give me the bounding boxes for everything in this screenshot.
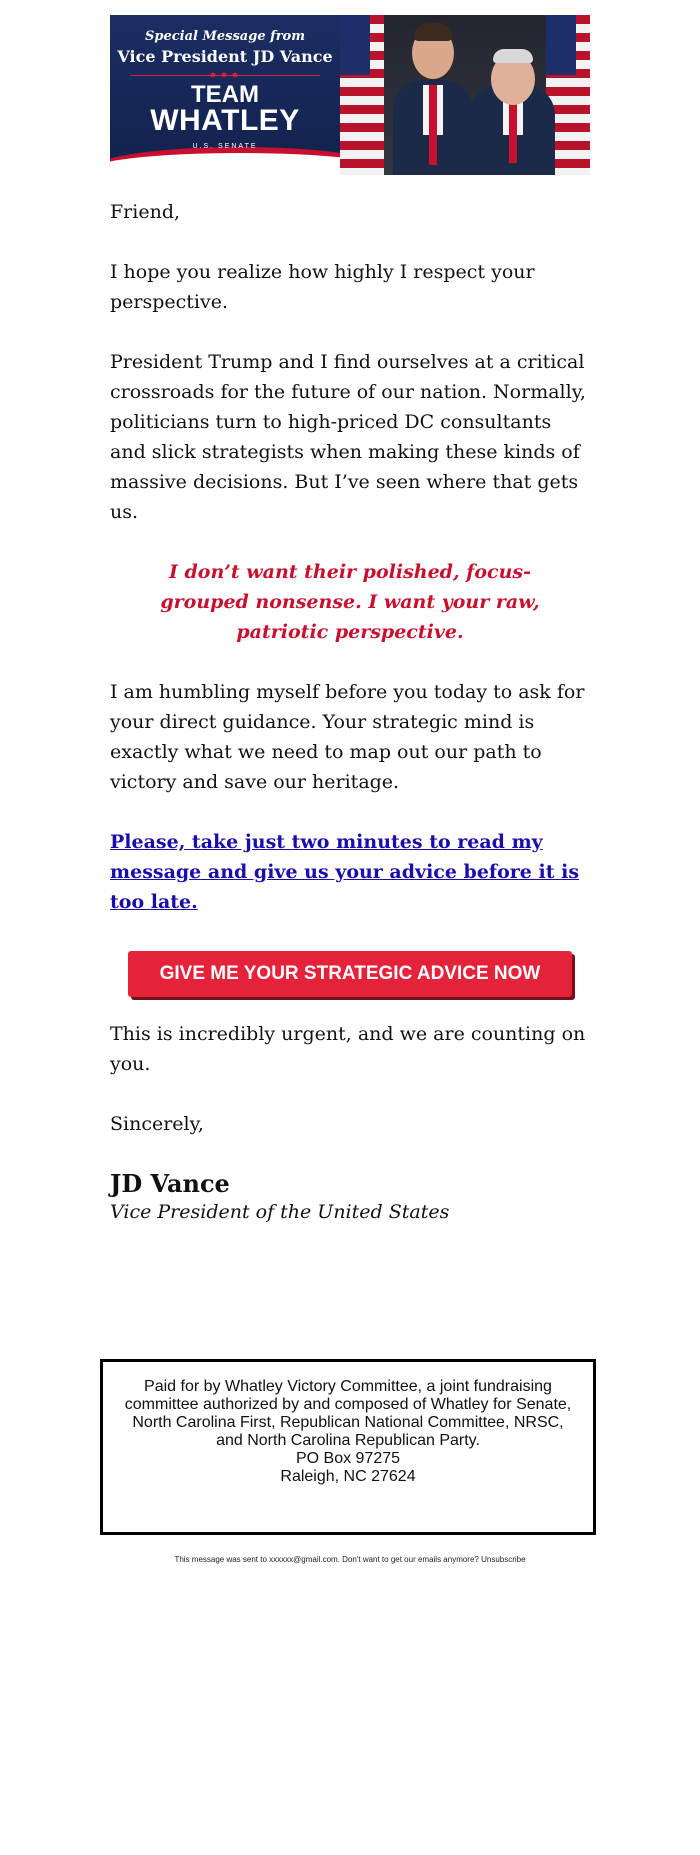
email-content: [110, 15, 590, 1225]
star-icons: ★★★: [208, 70, 242, 81]
signature-name: JD Vance: [110, 1169, 230, 1198]
banner-candidate-name: WHATLEY: [150, 104, 300, 137]
disclaimer-city: Raleigh, NC 27624: [280, 1468, 416, 1485]
person-whatley: [465, 15, 560, 175]
disclaimer-line: North Carolina First, Republican National Committee, NRSC,: [132, 1414, 564, 1431]
paragraph-guidance: I am humbling myself before you today to ask for your direct guidance. Your strategic mind is exactly what we need to map out our path to victory and save our heritage.: [110, 681, 585, 793]
pull-quote: I don’t want their polished, focus-grouped nonsense. I want your raw, patriotic perspective.: [160, 561, 540, 643]
paragraph-urgent: This is incredibly urgent, and we are counting on you.: [110, 1023, 586, 1075]
banner-senate-label: U.S. SENATE: [192, 143, 258, 150]
disclaimer-line: and North Carolina Republican Party.: [216, 1432, 480, 1449]
banner-title: Vice President JD Vance: [117, 47, 333, 66]
advice-link[interactable]: Please, take just two minutes to read my message and give us your advice before it is too late.: [110, 831, 580, 913]
disclaimer-line: Paid for by Whatley Victory Committee, a joint fundraising: [144, 1378, 552, 1395]
disclaimer-address: PO Box 97275: [295, 1450, 401, 1467]
closing: Sincerely,: [110, 1113, 204, 1135]
paid-for-disclaimer: [100, 1359, 596, 1535]
greeting: Friend,: [110, 201, 181, 223]
banner-subtitle: Special Message from: [145, 29, 305, 44]
disclaimer-line: committee authorized by and composed of Whatley for Senate,: [124, 1396, 572, 1413]
strategic-advice-button[interactable]: GIVE ME YOUR STRATEGIC ADVICE NOW: [128, 951, 572, 997]
banner-team-label: TEAM: [191, 81, 259, 108]
signature-title: Vice President of the United States: [110, 1201, 450, 1223]
paragraph-respect: I hope you realize how highly I respect your perspective.: [110, 261, 535, 313]
american-flag-left: [340, 15, 384, 175]
unsubscribe-notice[interactable]: This message was sent to xxxxxx@gmail.com. Don't want to get our emails anymore? Unsubscribe: [174, 1555, 526, 1564]
candidates-photo: [340, 15, 590, 175]
header-banner: [110, 15, 590, 175]
paragraph-crossroads: President Trump and I find ourselves at a critical crossroads for the future of our nation. Normally, politicians turn to high-priced DC consultants and slick strategists when making these kinds of massive decisions. But I’ve seen where that gets us.: [110, 351, 586, 523]
